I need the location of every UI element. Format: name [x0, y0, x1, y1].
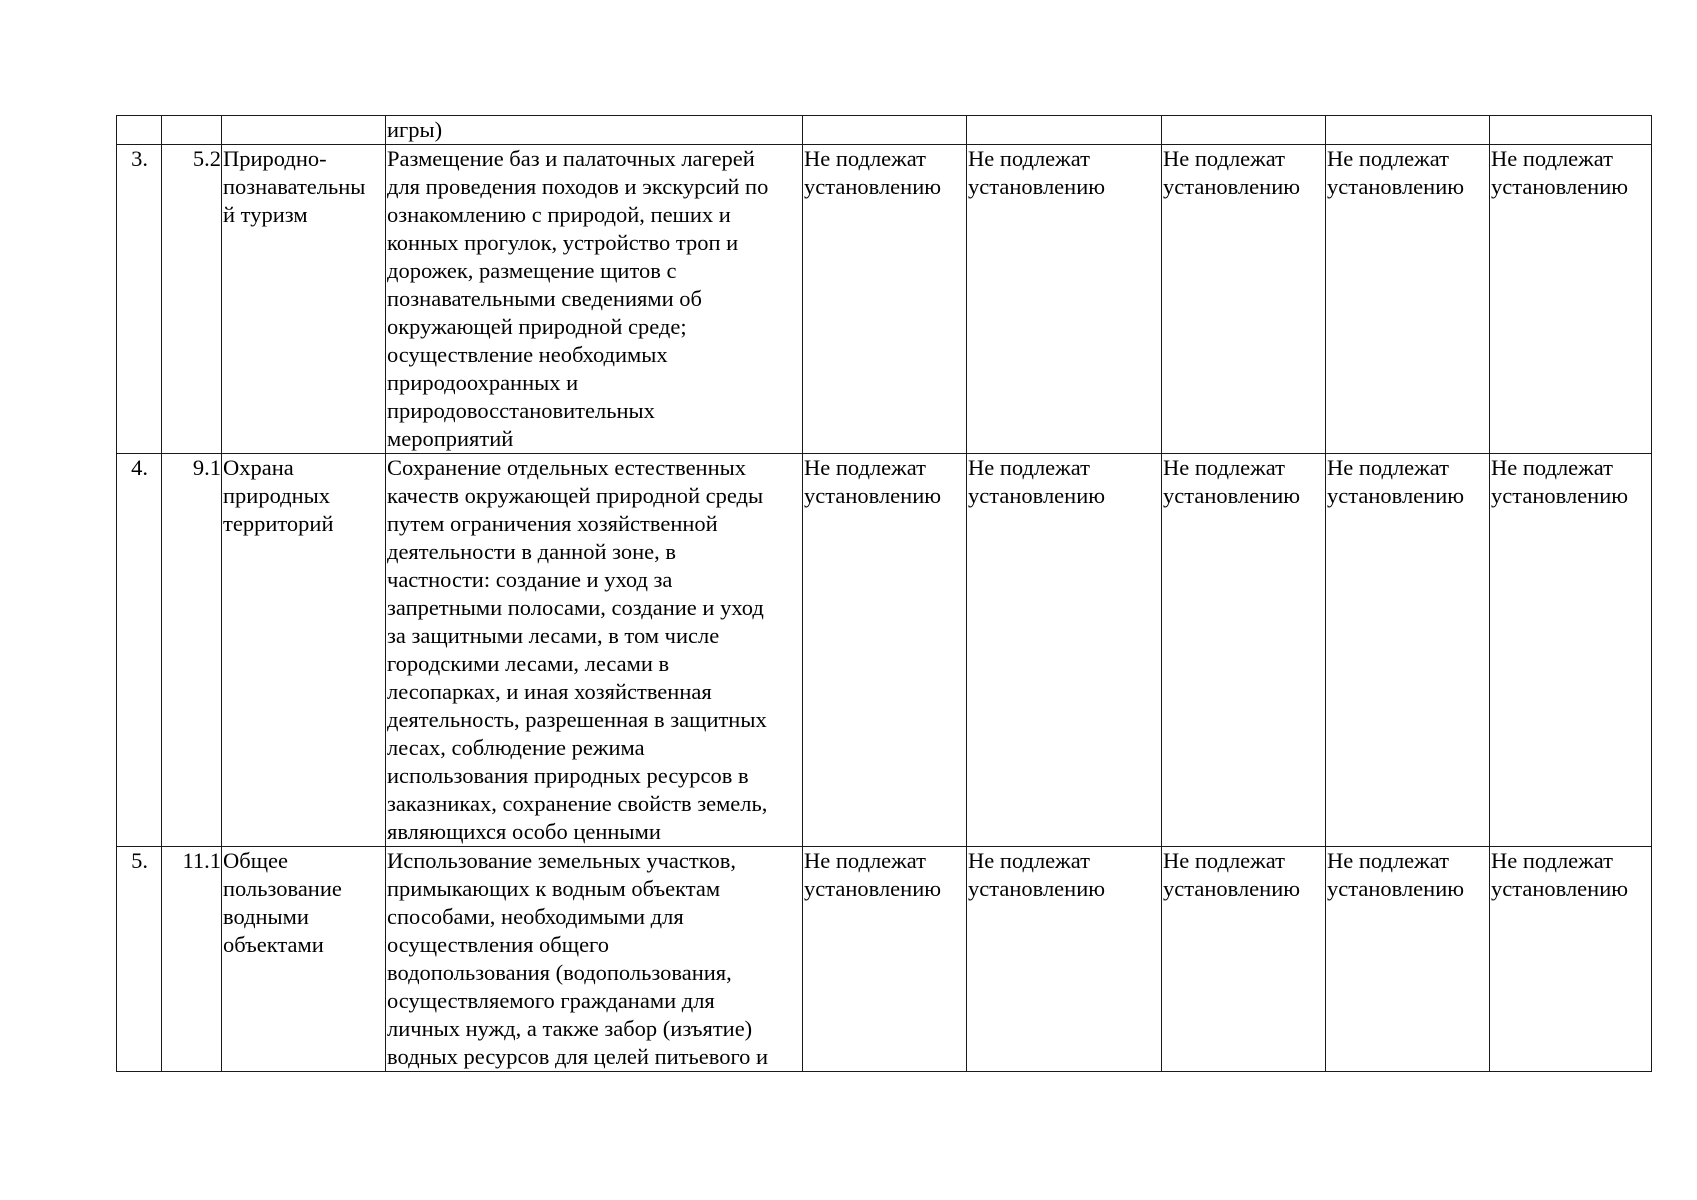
parameter-cell: Не подлежат установлению [803, 847, 967, 1072]
parameter-cell: Не подлежат установлению [1326, 145, 1490, 454]
use-name: Общее пользование водными объектами [222, 847, 386, 1072]
table-row [117, 847, 1652, 1072]
table-row [117, 116, 1652, 145]
row-number: 3. [117, 145, 162, 454]
parameter-cell: Не подлежат установлению [1326, 847, 1490, 1072]
parameter-cell: Не подлежат установлению [1490, 145, 1652, 454]
use-name [222, 116, 386, 145]
use-code [162, 116, 222, 145]
use-code: 11.1 [162, 847, 222, 1072]
parameter-cell: Не подлежат установлению [967, 454, 1162, 847]
parameter-cell: Не подлежат установлению [1326, 454, 1490, 847]
parameter-cell: Не подлежат установлению [1162, 145, 1326, 454]
parameter-cell [803, 116, 967, 145]
row-number: 4. [117, 454, 162, 847]
use-description: Сохранение отдельных естественных качеств окружающей природной среды путем ограничения хозяйственной деятельности в данной зоне, в частности: создание и уход за запретными полосами, создание и уход за защитными лесами, в том числе городскими лесами, лесами в лесопарках, и иная хозяйственная деятельность, разрешенная в защитных лесах, соблюдение режима использования природных ресурсов в заказниках, сохранение свойств земель, являющихся особо ценными [386, 454, 803, 847]
parameter-cell [967, 116, 1162, 145]
table-row [117, 145, 1652, 454]
parameter-cell [1162, 116, 1326, 145]
parameter-cell: Не подлежат установлению [803, 454, 967, 847]
parameter-cell: Не подлежат установлению [1490, 454, 1652, 847]
parameter-cell: Не подлежат установлению [967, 145, 1162, 454]
table-row [117, 454, 1652, 847]
parameter-cell [1490, 116, 1652, 145]
regulations-table [116, 115, 1652, 1072]
parameter-cell: Не подлежат установлению [803, 145, 967, 454]
parameter-cell: Не подлежат установлению [1162, 847, 1326, 1072]
use-description: игры) [386, 116, 803, 145]
parameter-cell [1326, 116, 1490, 145]
use-code: 5.2 [162, 145, 222, 454]
parameter-cell: Не подлежат установлению [967, 847, 1162, 1072]
use-description: Использование земельных участков, примыкающих к водным объектам способами, необходимыми для осуществления общего водопользования (водопользования, осуществляемого гражданами для личных нужд, а также забор (изъятие) водных ресурсов для целей питьевого и [386, 847, 803, 1072]
use-code: 9.1 [162, 454, 222, 847]
use-name: Природно- познавательны й туризм [222, 145, 386, 454]
parameter-cell: Не подлежат установлению [1162, 454, 1326, 847]
use-description: Размещение баз и палаточных лагерей для проведения походов и экскурсий по ознакомлению с природой, пеших и конных прогулок, устройство троп и дорожек, размещение щитов с познавательными сведениями об окружающей природной среде; осуществление необходимых природоохранных и природовосстановительных мероприятий [386, 145, 803, 454]
row-number [117, 116, 162, 145]
parameter-cell: Не подлежат установлению [1490, 847, 1652, 1072]
use-name: Охрана природных территорий [222, 454, 386, 847]
row-number: 5. [117, 847, 162, 1072]
